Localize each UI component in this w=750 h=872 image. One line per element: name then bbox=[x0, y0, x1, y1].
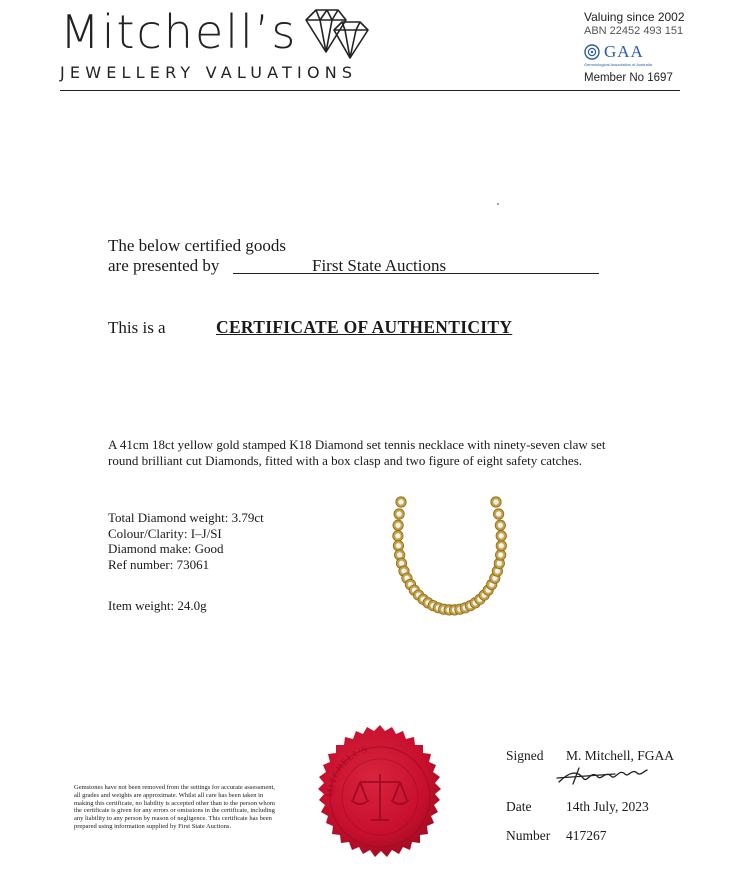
date-label: Date bbox=[506, 799, 532, 814]
signed-label: Signed bbox=[506, 748, 544, 763]
gaa-label: GAA bbox=[604, 42, 644, 61]
header-divider bbox=[60, 90, 680, 91]
brand-subtitle: JEWELLERY VALUATIONS bbox=[60, 63, 358, 82]
necklace-link bbox=[394, 509, 404, 519]
certificate-prefix: This is a bbox=[108, 318, 166, 337]
necklace-link bbox=[496, 541, 506, 551]
signed-value: M. Mitchell, FGAA bbox=[566, 748, 674, 763]
necklace-link bbox=[393, 541, 403, 551]
member-number: Member No 1697 bbox=[584, 72, 673, 84]
disclaimer-text: Gemstones have not been removed from the settings for accurate assessment, all grades and weights are approximate. Whilst all care has been taken in making this certificate, no liability is accepted other than to the person whom the certificate is given for any errors or omissions in the certificate, including any liability to any person by reason of negligence. This certificate has been prepared using information supplied by First State Auctions. bbox=[74, 784, 275, 830]
stray-dot bbox=[497, 203, 499, 205]
gaa-gem-icon bbox=[584, 44, 600, 60]
number-label: Number bbox=[506, 828, 551, 843]
item-weight: Item weight: 24.0g bbox=[108, 598, 207, 613]
necklace-link bbox=[491, 497, 501, 507]
necklace-photo bbox=[378, 496, 528, 656]
presented-line-2: are presented by bbox=[108, 256, 220, 275]
presenter-name: First State Auctions bbox=[312, 256, 447, 275]
gaa-tagline: Gemmological Association of Australia bbox=[584, 62, 652, 67]
necklace-link bbox=[393, 531, 403, 541]
header-info bbox=[584, 10, 685, 38]
diamond-details bbox=[108, 510, 264, 572]
seal-ring-text: MITCHELL'S bbox=[324, 743, 370, 798]
necklace-link bbox=[495, 520, 505, 530]
total-diamond-weight: Total Diamond weight: 3.79ct bbox=[108, 510, 264, 525]
handwritten-signature bbox=[555, 762, 650, 790]
necklace-link bbox=[393, 520, 403, 530]
presented-line-1: The below certified goods bbox=[108, 236, 286, 255]
item-description: A 41cm 18ct yellow gold stamped K18 Diamond set tennis necklace with ninety-seven claw set round brilliant cut Diamonds, fitted with a box clasp and two figure of eight safety catches. bbox=[108, 437, 606, 468]
certificate-title: CERTIFICATE OF AUTHENTICITY bbox=[216, 317, 513, 337]
date-value: 14th July, 2023 bbox=[566, 799, 649, 814]
diamond-logo-icon bbox=[300, 6, 372, 62]
wax-seal bbox=[305, 722, 455, 872]
number-value: 417267 bbox=[566, 828, 607, 843]
brand-name: Mitchell’s bbox=[60, 5, 298, 59]
gaa-logo bbox=[584, 42, 644, 62]
valuing-since: Valuing since 2002 bbox=[584, 10, 685, 24]
necklace-link bbox=[396, 497, 406, 507]
ref-number: Ref number: 73061 bbox=[108, 556, 210, 572]
colour-clarity: Colour/Clarity: I–J/SI bbox=[108, 525, 222, 541]
abn-number: ABN 22452 493 151 bbox=[584, 25, 684, 37]
necklace-link bbox=[496, 531, 506, 541]
diamond-make: Diamond make: Good bbox=[108, 541, 224, 557]
necklace-link bbox=[493, 509, 503, 519]
